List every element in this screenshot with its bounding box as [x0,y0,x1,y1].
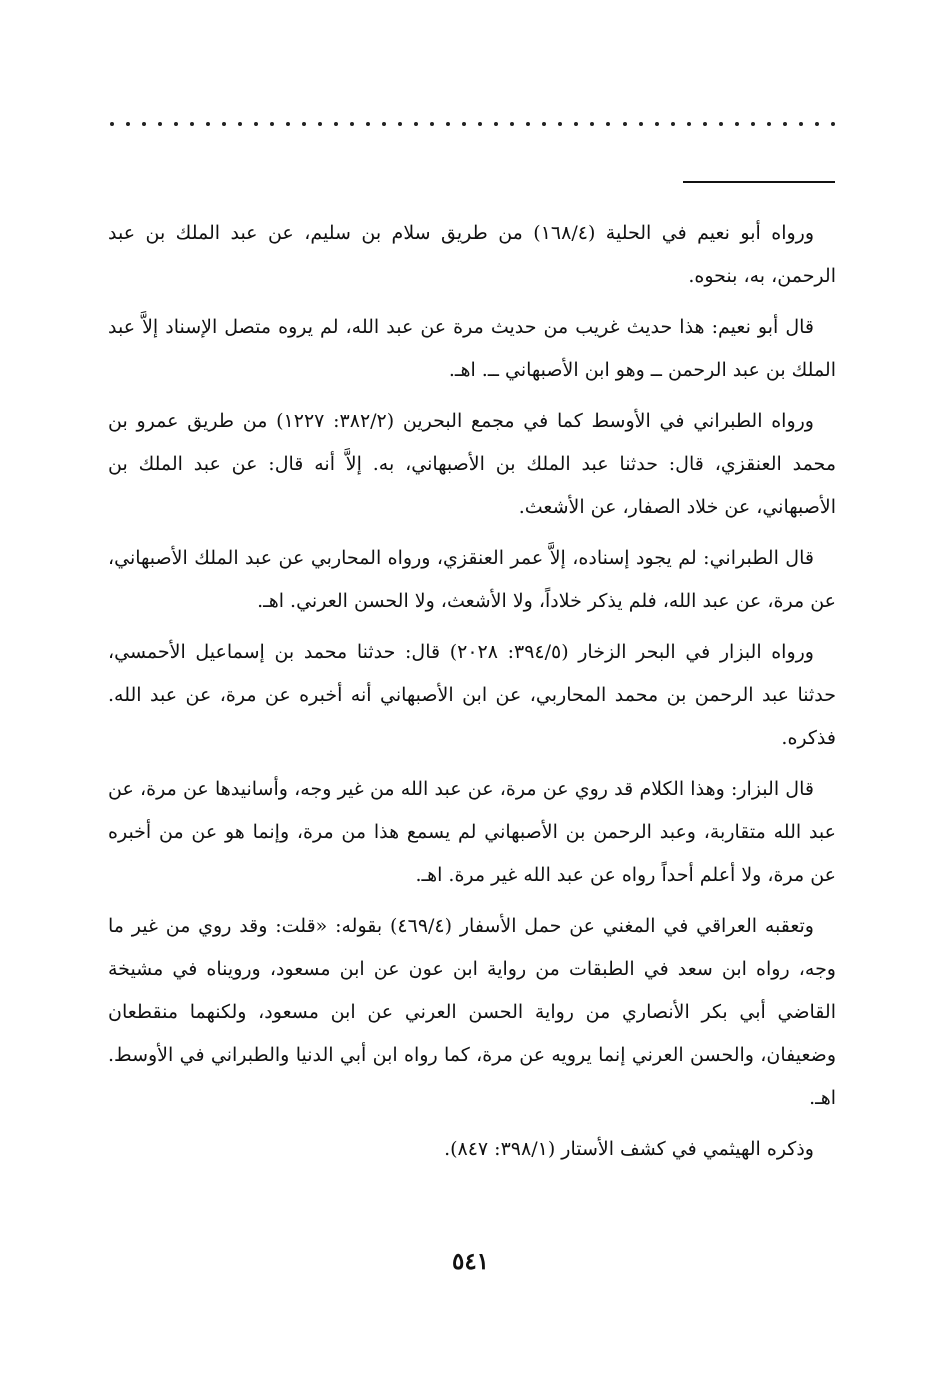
paragraph: ورواه الطبراني في الأوسط كما في مجمع البحرين (٣٨٢/٢: ١٢٢٧) من طريق عمرو بن محمد العنقزي، قال: حدثنا عبد الملك بن الأصبهاني، به. إلاَّ أنه قال: عن عبد الملك بن الأصبهاني، عن خلاد الصفار، عن الأشعث. [108,410,836,518]
footnote-text [108,212,836,1179]
paragraph: قال الطبراني: لم يجود إسناده، إلاَّ عمر العنقزي، ورواه المحاربي عن عبد الملك الأصبهاني، عن مرة، عن عبد الله، فلم يذكر خلاداً، ولا الأشعث، ولا الحسن العرني. اهـ. [108,547,836,612]
page-number: ٥٤١ [451,1248,490,1275]
paragraph: وذكره الهيثمي في كشف الأستار (٣٩٨/١: ٨٤٧). [444,1138,814,1160]
paragraph: قال أبو نعيم: هذا حديث غريب من حديث مرة عن عبد الله، لم يروه متصل الإسناد إلاَّ عبد الملك بن عبد الرحمن ــ وهو ابن الأصبهاني ــ. اهـ. [108,316,836,381]
paragraph: وتعقبه العراقي في المغني عن حمل الأسفار (٤٦٩/٤) بقوله: «قلت: وقد روي من غير ما وجه، رواه ابن سعد في الطبقات من رواية ابن عون عن ابن مسعود، ورويناه في مشيخة القاضي أبي بكر الأنصاري من رواية الحسن العرني عن ابن مسعود، ولكنهما منقطعان وضعيفان، والحسن العرني إنما يرويه عن مرة، كما رواه ابن أبي الدنيا والطبراني في الأوسط. اهـ. [108,915,836,1109]
paragraph: ورواه أبو نعيم في الحلية (١٦٨/٤) من طريق سلام بن سليم، عن عبد الملك بن عبد الرحمن، به، بنحوه. [108,222,836,287]
paragraph: قال البزار: وهذا الكلام قد روي عن مرة، عن عبد الله من غير وجه، وأسانيدها عن مرة، عن عبد الله متقاربة، وعبد الرحمن بن الأصبهاني لم يسمع هذا من مرة، وإنما هو عن من أخبره عن مرة، ولا أعلم أحداً رواه عن عبد الله غير مرة. اهـ. [108,778,836,886]
dotted-separator [110,118,835,130]
footnote-rule [683,181,835,183]
paragraph: ورواه البزار في البحر الزخار (٣٩٤/٥: ٢٠٢٨) قال: حدثنا محمد بن إسماعيل الأحمسي، حدثنا عبد الرحمن بن محمد المحاربي، عن ابن الأصبهاني أنه أخبره عن مرة، عن عبد الله. فذكره. [108,641,836,749]
